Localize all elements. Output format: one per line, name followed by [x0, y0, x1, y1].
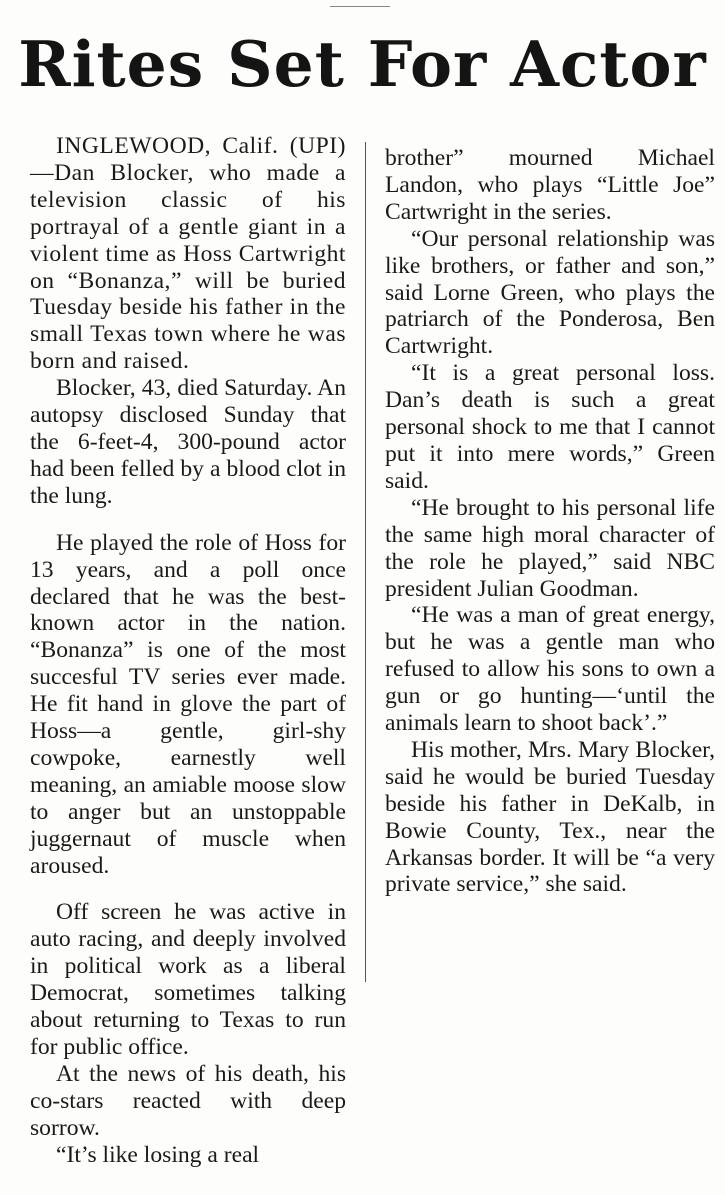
headline: Rites Set For Actor — [18, 27, 707, 101]
paragraph: “He was a man of great energy, but he was a gentle man who refused to allow his sons to own a gun or go hunting—‘until the animals learn to shoot back’.” — [385, 602, 715, 737]
paragraph: brother” mourned Michael Landon, who plays “Little Joe” Cartwright in the series. — [385, 145, 715, 225]
paragraph: Off screen he was active in auto racing, and deeply involved in political work as a liberal Democrat, sometimes talking about returning to Texas to run for public office. — [30, 899, 346, 1060]
paragraph: His mother, Mrs. Mary Blocker, said he would be buried Tuesday beside his father in DeKalb, in Bowie County, Tex., near the Arkansas border. It will be “a very private service,” she said. — [385, 736, 715, 898]
paragraph: “He brought to his personal life the same high moral character of the role he played,” said NBC president Julian Goodman. — [385, 494, 715, 602]
paragraph: Blocker, 43, died Saturday. An autopsy disclosed Sunday that the 6-feet-4, 300-pound actor had been felled by a blood clot in the lung. — [30, 375, 346, 509]
column-divider — [365, 142, 366, 982]
paragraph: At the news of his death, his co-stars reacted with deep sorrow. — [30, 1060, 346, 1141]
top-rule — [330, 6, 390, 7]
left-column — [30, 133, 346, 1169]
paragraph: “Our personal relationship was like brothers, or father and son,” said Lorne Green, who plays the patriarch of the Ponderosa, Ben Cartwright. — [385, 225, 715, 360]
paragraph: INGLEWOOD, Calif. (UPI)—Dan Blocker, who made a television classic of his portrayal of a gentle giant in a violent time as Hoss Cartwright on “Bonanza,” will be buried Tuesday beside his father in the small Texas town where he was born and raised. — [30, 133, 346, 375]
paragraph: “It’s like losing a real — [56, 1141, 260, 1168]
paragraph: He played the role of Hoss for 13 years, and a poll once declared that he was the best-known actor in the nation. “Bonanza” is one of the most succesful TV series ever made. He fit hand in glove the part of Hoss—a gentle, girl-shy cowpoke, earnestly well meaning, an amiable moose slow to anger but an unstoppable juggernaut of muscle when aroused. — [30, 529, 346, 879]
paragraph: “It is a great personal loss. Dan’s death is such a great personal shock to me that I cannot put it into mere words,” Green said. — [385, 360, 715, 494]
right-column — [385, 145, 715, 898]
